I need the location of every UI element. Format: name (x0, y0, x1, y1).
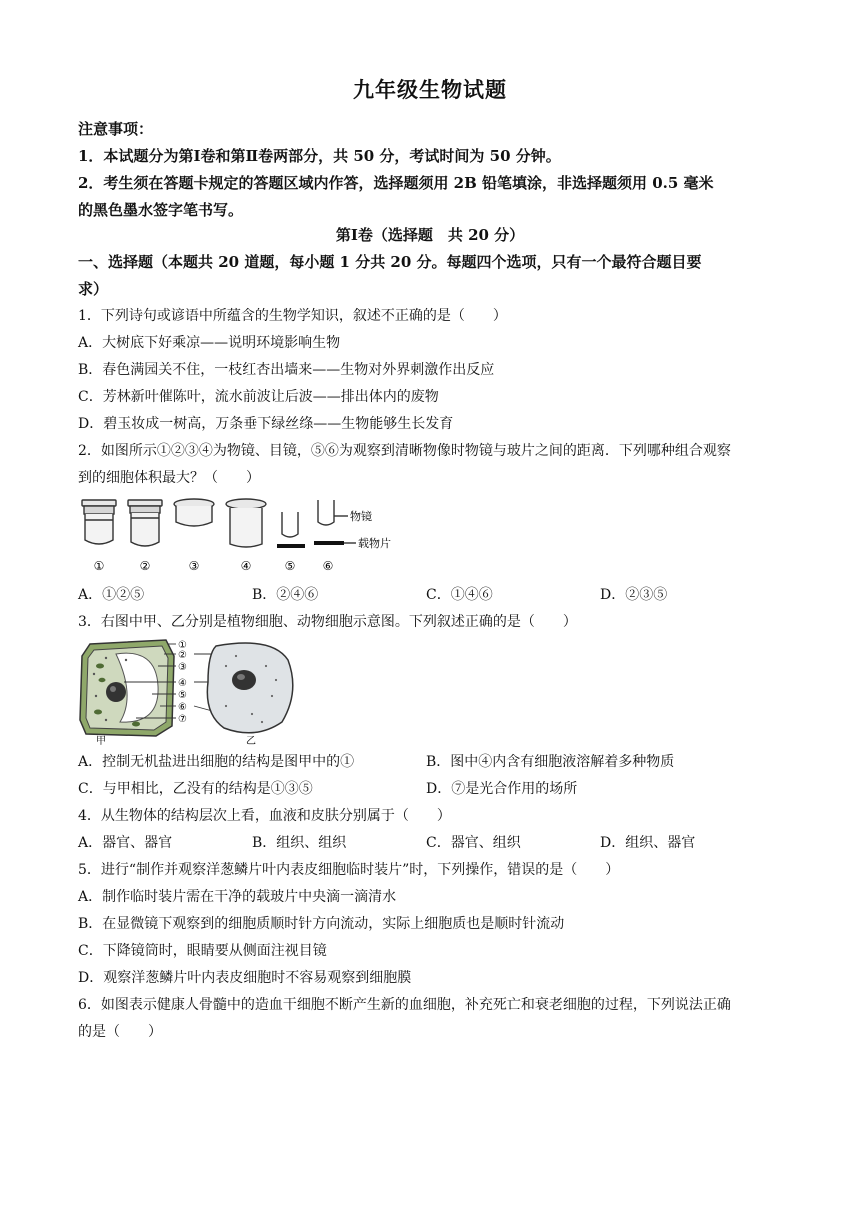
fig2-label-6: ⑥ (322, 559, 334, 573)
q3-option-b: B．图中④内含有细胞液溶解着多种物质 (426, 754, 675, 770)
microscope-lens-figure (76, 494, 396, 576)
q3-option-a: A．控制无机盐进出细胞的结构是图甲中的① (78, 754, 355, 770)
fig2-label-3: ③ (188, 559, 200, 573)
q6-stem-line-2: 的是（ ） (78, 1024, 162, 1040)
fig2-label-4: ④ (240, 559, 252, 573)
fig3-number-4: ④ (178, 678, 187, 689)
q2-stem-line-2: 到的细胞体积最大？（ ） (78, 470, 260, 486)
animal-cell-label: 乙 (246, 736, 256, 746)
notes-item-2-line-2: 的黑色墨水签字笔书写。 (78, 201, 244, 219)
q2-option-a: A．①②⑤ (78, 587, 145, 603)
fig3-number-1: ① (178, 640, 187, 651)
q4-option-a: A．器官、器官 (78, 835, 173, 851)
fig2-label-2: ② (139, 559, 151, 573)
q1-option-c: C．芳林新叶催陈叶，流水前波让后波——排出体内的废物 (78, 389, 439, 405)
q4-option-c: C．器官、组织 (426, 835, 521, 851)
q5-option-a: A．制作临时装片需在干净的载玻片中央滴一滴清水 (78, 889, 397, 905)
q1-option-a: A．大树底下好乘凉——说明环境影响生物 (78, 335, 341, 351)
q1-option-d: D．碧玉妆成一树高，万条垂下绿丝绦——生物能够生长发育 (78, 416, 454, 432)
page-title: 九年级生物试题 (353, 77, 507, 102)
q2-option-d: D．②③⑤ (600, 587, 668, 603)
part-heading-line-1: 一、选择题（本题共 20 道题，每小题 1 分共 20 分。每题四个选项，只有一个最符合题目要 (78, 253, 702, 271)
q3-stem: 3．右图中甲、乙分别是植物细胞、动物细胞示意图。下列叙述正确的是（ ） (78, 614, 577, 630)
notes-heading: 注意事项： (78, 120, 154, 138)
q4-option-d: D．组织、器官 (600, 835, 696, 851)
objective-lens-1 (82, 500, 116, 544)
fig3-number-6: ⑥ (178, 702, 187, 713)
q5-stem: 5．进行“制作并观察洋葱鳞片叶内表皮细胞临时装片”时，下列操作，错误的是（ ） (78, 862, 620, 878)
q1-option-b: B．春色满园关不住，一枝红杏出墙来——生物对外界刺激作出反应 (78, 362, 495, 378)
section-title: 第Ⅰ卷（选择题 共 20 分） (335, 226, 525, 244)
eyepiece-4 (226, 499, 266, 547)
q5-option-c: C．下降镜筒时，眼睛要从侧面注视目镜 (78, 943, 327, 959)
objective-label: 物镜 (350, 511, 372, 523)
plant-cell-label: 甲 (96, 736, 106, 746)
q2-option-c: C．①④⑥ (426, 587, 493, 603)
plant-animal-cell-figure (76, 636, 302, 746)
fig2-label-5: ⑤ (284, 559, 296, 573)
q5-option-b: B．在显微镜下观察到的细胞质顺时针方向流动，实际上细胞质也是顺时针流动 (78, 916, 565, 932)
notes-item-2-line-1: 2．考生须在答题卡规定的答题区域内作答，选择题须用 2B 铅笔填涂，非选择题须用 0.5 毫米 (78, 174, 714, 192)
eyepiece-3 (174, 499, 214, 526)
q3-option-c: C．与甲相比，乙没有的结构是①③⑤ (78, 781, 313, 797)
fig3-number-2: ② (178, 650, 187, 661)
fig3-number-3: ③ (178, 662, 187, 673)
fig3-number-5: ⑤ (178, 690, 187, 701)
part-heading-line-2: 求） (78, 280, 109, 298)
q4-option-b: B．组织、组织 (252, 835, 347, 851)
q6-stem-line-1: 6．如图表示健康人骨髓中的造血干细胞不断产生新的血细胞，补充死亡和衰老细胞的过程，下列说法正确 (78, 997, 731, 1013)
q5-option-d: D．观察洋葱鳞片叶内表皮细胞时不容易观察到细胞膜 (78, 970, 412, 986)
plant-cell-diagram (80, 640, 174, 736)
objective-lens-2 (128, 500, 162, 546)
q2-stem-line-1: 2．如图所示①②③④为物镜、目镜，⑤⑥为观察到清晰物像时物镜与玻片之间的距离．下列哪种组合观察 (78, 443, 731, 459)
notes-item-1: 1．本试题分为第Ⅰ卷和第Ⅱ卷两部分，共 50 分，考试时间为 50 分钟。 (78, 147, 561, 165)
animal-cell-diagram (207, 643, 292, 733)
q1-stem: 1．下列诗句或谚语中所蕴含的生物学知识，叙述不正确的是（ ） (78, 308, 507, 324)
q3-option-d: D．⑦是光合作用的场所 (426, 781, 578, 797)
slide-label: 载物片 (358, 538, 391, 550)
q2-option-b: B．②④⑥ (252, 587, 319, 603)
q4-stem: 4．从生物体的结构层次上看，血液和皮肤分别属于（ ） (78, 808, 451, 824)
fig3-number-7: ⑦ (178, 714, 187, 725)
fig2-label-1: ① (93, 559, 105, 573)
objective-distance-5 (277, 512, 305, 548)
